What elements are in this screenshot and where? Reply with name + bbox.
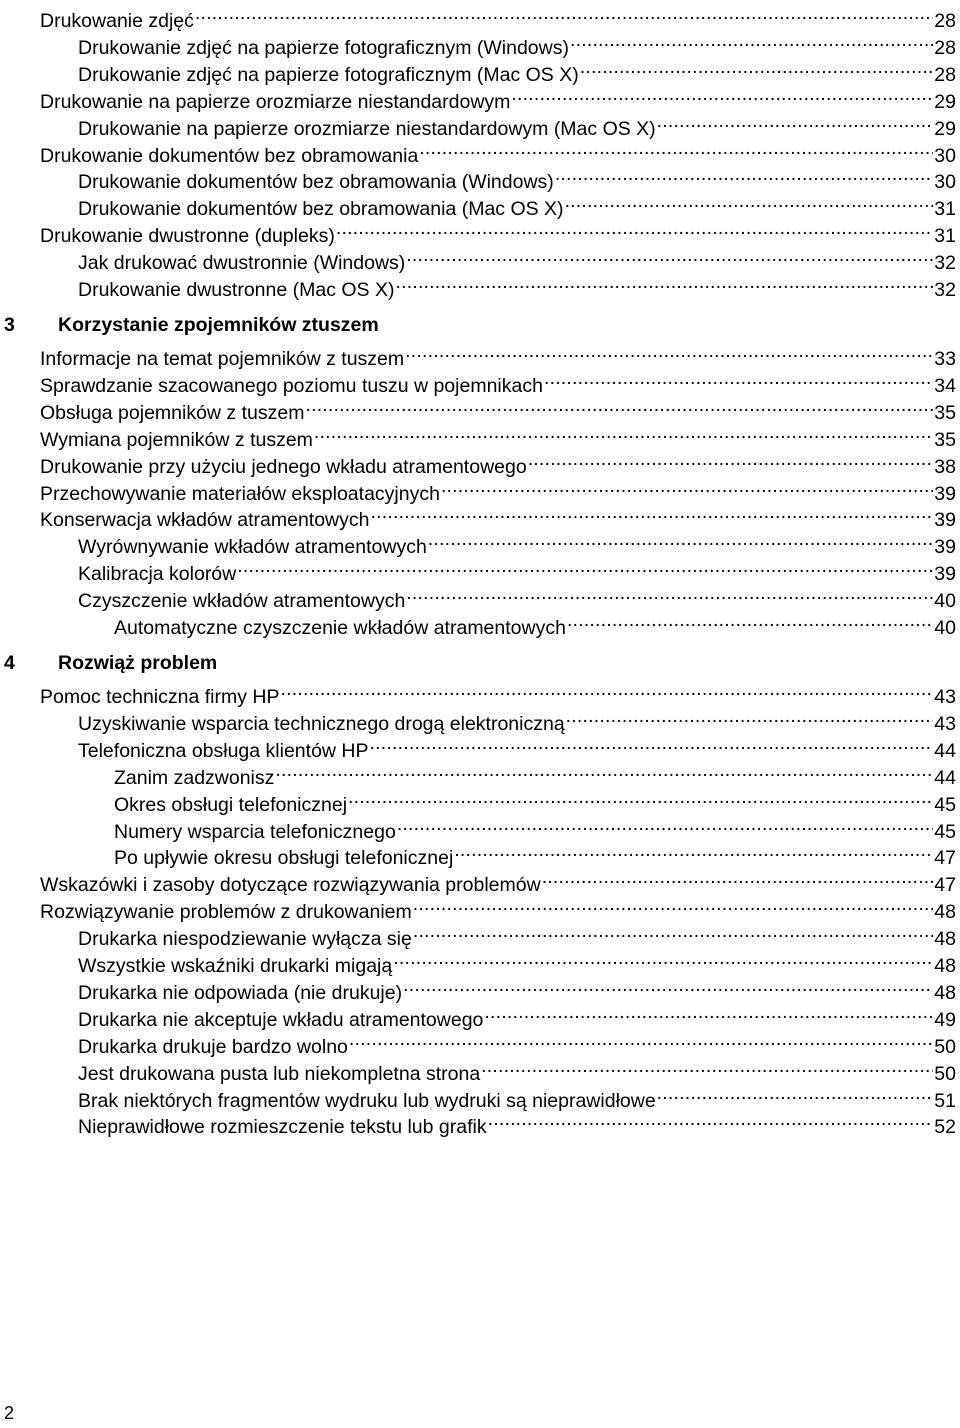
toc-entry-title: Pomoc techniczna firmy HP bbox=[40, 686, 280, 708]
toc-entry[interactable] bbox=[0, 188, 956, 221]
dot-leader bbox=[348, 1026, 933, 1053]
toc-entry[interactable] bbox=[0, 580, 956, 613]
dot-leader bbox=[418, 135, 933, 162]
toc-entry-title: Jak drukować dwustronnie (Windows) bbox=[78, 252, 406, 275]
toc-entry-title: Drukowanie przy użyciu jednego wkładu atramentowego bbox=[40, 455, 527, 478]
toc-entry-page: 39 bbox=[934, 536, 956, 559]
dot-leader bbox=[405, 580, 933, 607]
toc-entry-page: 39 bbox=[934, 563, 956, 586]
toc-entry-title: Sprawdzanie szacowanego poziomu tuszu w pojemnikach bbox=[40, 374, 543, 397]
dot-leader bbox=[453, 837, 933, 864]
toc-entry[interactable] bbox=[0, 54, 956, 86]
toc-entry[interactable] bbox=[0, 446, 956, 478]
toc-entry-title: Okres obsługi telefonicznej bbox=[114, 793, 348, 816]
chapter-heading-4 bbox=[0, 649, 217, 677]
dot-leader bbox=[313, 419, 933, 446]
dot-leader bbox=[280, 676, 934, 703]
toc-entry-page: 45 bbox=[934, 820, 956, 843]
toc-entry-title: Drukowanie na papierze orozmiarze niestandardowym (Mac OS X) bbox=[78, 117, 656, 140]
dot-leader bbox=[194, 0, 933, 27]
chapter-heading-3 bbox=[0, 311, 379, 339]
toc-entry-page: 34 bbox=[934, 374, 956, 397]
toc-entry[interactable] bbox=[0, 526, 956, 559]
dot-leader bbox=[304, 392, 933, 419]
toc-entry-title: Wszystkie wskaźniki drukarki migają bbox=[78, 955, 393, 977]
toc-entry-page: 50 bbox=[934, 1035, 956, 1058]
toc-entry[interactable] bbox=[0, 811, 956, 843]
toc-entry[interactable] bbox=[0, 27, 956, 59]
toc-entry-page: 47 bbox=[934, 874, 956, 897]
toc-entry-page: 48 bbox=[934, 901, 956, 924]
toc-entry[interactable] bbox=[0, 0, 956, 32]
toc-entry[interactable] bbox=[0, 338, 956, 370]
toc-entry-title: Drukowanie dokumentów bez obramowania (Mac OS X) bbox=[78, 198, 564, 221]
toc-entry-page: 32 bbox=[934, 279, 956, 301]
toc-entry-page: 30 bbox=[934, 144, 956, 167]
toc-entry-page: 28 bbox=[934, 63, 956, 86]
toc-entry[interactable] bbox=[0, 864, 956, 897]
toc-entry[interactable] bbox=[0, 1026, 956, 1058]
toc-entry[interactable] bbox=[0, 891, 956, 924]
toc-entry[interactable] bbox=[0, 553, 956, 586]
toc-entry[interactable] bbox=[0, 81, 956, 113]
dot-leader bbox=[427, 526, 934, 553]
toc-entry-title: Jest drukowana pusta lub niekompletna strona bbox=[78, 1062, 481, 1085]
toc-entry[interactable] bbox=[0, 999, 956, 1031]
dot-leader bbox=[527, 446, 934, 473]
toc-entry-page: 33 bbox=[934, 348, 956, 370]
toc-entry[interactable] bbox=[0, 972, 956, 1004]
toc-entry-title: Czyszczenie wkładów atramentowych bbox=[78, 590, 406, 613]
toc-entry[interactable] bbox=[0, 473, 956, 505]
toc-entry-page: 48 bbox=[934, 981, 956, 1004]
toc-entry-title: Wymiana pojemników z tuszem bbox=[40, 428, 313, 451]
chapter-title: Korzystanie zpojemników ztuszem bbox=[58, 314, 379, 336]
toc-entry-title: Nieprawidłowe rozmieszczenie tekstu lub grafik bbox=[78, 1116, 487, 1139]
dot-leader bbox=[579, 54, 934, 81]
toc-entry-title: Wskazówki i zasoby dotyczące rozwiązywania problemów bbox=[40, 874, 541, 897]
toc-entry[interactable] bbox=[0, 703, 956, 735]
toc-entry-page: 49 bbox=[934, 1008, 956, 1031]
dot-leader bbox=[405, 242, 933, 269]
dot-leader bbox=[274, 757, 933, 784]
toc-entry[interactable] bbox=[0, 161, 956, 194]
dot-leader bbox=[236, 553, 933, 580]
toc-entry-title: Automatyczne czyszczenie wkładów atramentowych bbox=[114, 617, 566, 639]
toc-entry-title: Wyrównywanie wkładów atramentowych bbox=[78, 536, 427, 559]
toc-entry[interactable] bbox=[0, 918, 956, 951]
dot-leader bbox=[412, 918, 933, 945]
dot-leader bbox=[564, 188, 934, 215]
toc-entry-page: 44 bbox=[934, 766, 956, 789]
toc-entry-title: Drukowanie zdjęć bbox=[40, 10, 194, 32]
toc-entry-page: 30 bbox=[934, 171, 956, 194]
toc-entry-page: 44 bbox=[934, 739, 956, 762]
dot-leader bbox=[480, 1053, 933, 1080]
chapter-number: 4 bbox=[4, 652, 15, 674]
dot-leader bbox=[396, 811, 933, 838]
toc-entry-title: Zanim zadzwonisz bbox=[114, 766, 275, 789]
toc-entry-page: 47 bbox=[934, 847, 956, 870]
toc-entry[interactable] bbox=[0, 392, 956, 424]
toc-entry[interactable] bbox=[0, 108, 956, 140]
toc-entry-title: Brak niektórych fragmentów wydruku lub wydruki są nieprawidłowe bbox=[78, 1089, 656, 1112]
toc-entry-title: Drukarka nie akceptuje wkładu atramentowego bbox=[78, 1008, 484, 1031]
toc-entry-page: 52 bbox=[934, 1116, 956, 1139]
toc-entry-title: Drukowanie dwustronne (Mac OS X) bbox=[78, 279, 395, 301]
page-number: 2 bbox=[4, 1403, 15, 1423]
dot-leader bbox=[404, 338, 933, 365]
toc-entry-title: Obsługa pojemników z tuszem bbox=[40, 401, 305, 424]
toc-entry-title: Uzyskiwanie wsparcia technicznego drogą elektroniczną bbox=[78, 712, 565, 735]
toc-entry-page: 31 bbox=[934, 225, 956, 248]
chapter-number: 3 bbox=[4, 314, 15, 336]
toc-entry-title: Numery wsparcia telefonicznego bbox=[114, 820, 396, 843]
toc-entry-page: 48 bbox=[934, 928, 956, 951]
dot-leader bbox=[402, 972, 933, 999]
toc-entry-title: Drukarka drukuje bardzo wolno bbox=[78, 1035, 348, 1058]
toc-entry-page: 35 bbox=[934, 428, 956, 451]
toc-entry[interactable] bbox=[0, 215, 956, 248]
toc-entry[interactable] bbox=[0, 419, 956, 451]
toc-entry[interactable] bbox=[0, 242, 956, 275]
dot-leader bbox=[554, 161, 933, 188]
toc-entry[interactable] bbox=[0, 135, 956, 167]
chapter-title: Rozwiąż problem bbox=[58, 652, 218, 674]
dot-leader bbox=[412, 891, 934, 918]
dot-leader bbox=[565, 703, 934, 730]
toc-entry-page: 43 bbox=[934, 686, 956, 708]
toc-entry-page: 48 bbox=[934, 955, 956, 977]
toc-entry[interactable] bbox=[0, 837, 956, 870]
dot-leader bbox=[369, 499, 933, 526]
toc-entry-title: Po upływie okresu obsługi telefonicznej bbox=[114, 847, 454, 870]
toc-entry-page: 51 bbox=[934, 1089, 956, 1112]
toc-entry-page: 32 bbox=[934, 252, 956, 275]
toc-entry-page: 39 bbox=[934, 509, 956, 532]
toc-entry-page: 39 bbox=[934, 482, 956, 505]
toc-entry-title: Konserwacja wkładów atramentowych bbox=[40, 509, 370, 532]
toc-entry-title: Drukowanie dokumentów bez obramowania bbox=[40, 144, 419, 167]
toc-entry[interactable] bbox=[0, 784, 956, 816]
toc-entry-title: Drukowanie zdjęć na papierze fotograficznym (Mac OS X) bbox=[78, 63, 579, 86]
toc-entry-page: 50 bbox=[934, 1062, 956, 1085]
dot-leader bbox=[569, 27, 933, 54]
toc-entry-title: Drukarka nie odpowiada (nie drukuje) bbox=[78, 981, 403, 1004]
toc-entry-page: 43 bbox=[934, 712, 956, 735]
toc-entry[interactable] bbox=[0, 1080, 956, 1112]
toc-entry[interactable] bbox=[0, 676, 956, 708]
dot-leader bbox=[483, 999, 933, 1026]
toc-entry-title: Drukowanie na papierze orozmiarze niestandardowym bbox=[40, 90, 511, 113]
dot-leader bbox=[656, 1080, 934, 1107]
toc-entry-page: 45 bbox=[934, 793, 956, 816]
toc-entry-title: Telefoniczna obsługa klientów HP bbox=[78, 739, 369, 762]
dot-leader bbox=[566, 607, 933, 634]
toc-entry-page: 40 bbox=[934, 617, 956, 639]
dot-leader bbox=[543, 365, 933, 392]
toc-entry-page: 29 bbox=[934, 117, 956, 140]
toc-entry[interactable] bbox=[0, 499, 956, 532]
toc-entry[interactable] bbox=[0, 757, 956, 789]
toc-entry-title: Rozwiązywanie problemów z drukowaniem bbox=[40, 901, 412, 924]
toc-entry-title: Drukowanie dokumentów bez obramowania (Windows) bbox=[78, 171, 554, 194]
dot-leader bbox=[394, 269, 933, 296]
toc-entry-page: 28 bbox=[934, 10, 956, 32]
dot-leader bbox=[541, 864, 934, 891]
toc-entry[interactable] bbox=[0, 945, 956, 977]
toc-entry-page: 40 bbox=[934, 590, 956, 613]
toc-entry-title: Drukowanie zdjęć na papierze fotograficznym (Windows) bbox=[78, 36, 569, 59]
dot-leader bbox=[335, 215, 933, 242]
dot-leader bbox=[440, 473, 933, 500]
dot-leader bbox=[656, 108, 934, 135]
toc-entry[interactable] bbox=[0, 365, 956, 397]
toc-entry-page: 29 bbox=[934, 90, 956, 113]
toc-entry-page: 35 bbox=[934, 401, 956, 424]
toc-entry[interactable] bbox=[0, 607, 956, 639]
toc-entry-title: Drukowanie dwustronne (dupleks) bbox=[40, 225, 335, 248]
toc-entry-title: Informacje na temat pojemników z tuszem bbox=[40, 348, 405, 370]
dot-leader bbox=[392, 945, 933, 972]
toc-entry-page: 38 bbox=[934, 455, 956, 478]
toc-entry[interactable] bbox=[0, 730, 956, 762]
dot-leader bbox=[487, 1106, 934, 1133]
dot-leader bbox=[369, 730, 934, 757]
dot-leader bbox=[510, 81, 933, 108]
toc-entry[interactable] bbox=[0, 269, 956, 301]
toc-entry-page: 28 bbox=[934, 36, 956, 59]
dot-leader bbox=[347, 784, 933, 811]
toc-entry[interactable] bbox=[0, 1053, 956, 1085]
toc-entry-title: Przechowywanie materiałów eksploatacyjnych bbox=[40, 482, 440, 505]
toc-entry-title: Drukarka niespodziewanie wyłącza się bbox=[78, 928, 412, 951]
toc-entry-title: Kalibracja kolorów bbox=[78, 563, 237, 586]
toc-entry[interactable] bbox=[0, 1106, 956, 1139]
toc-entry-page: 31 bbox=[934, 198, 956, 221]
